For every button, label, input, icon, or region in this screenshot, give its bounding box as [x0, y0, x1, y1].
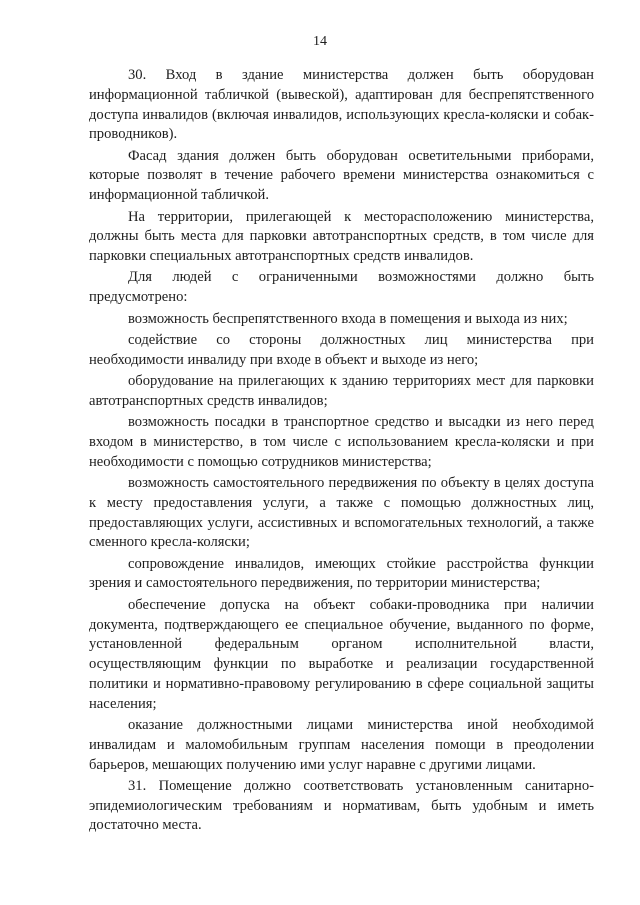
list-item-independent-movement: возможность самостоятельного передвижения по объекту в целях доступа к месту предоставления услуги, а также с помощью должностных лиц, предоставляющих услуги, ассистивных и вспомогательных технологий, а также сменного кресла-коляски;	[89, 474, 594, 551]
paragraph-facade-lighting: Фасад здания должен быть оборудован осветительными приборами, которые позволят в течение рабочего времени министерства ознакомиться с информационной табличкой.	[89, 147, 594, 204]
document-body	[89, 66, 594, 838]
page-number: 14	[313, 34, 327, 49]
list-item-escort-visually-impaired: сопровождение инвалидов, имеющих стойкие расстройства функции зрения и самостоятельного передвижения, по территории министерства;	[89, 555, 594, 592]
paragraph-31-premises: 31. Помещение должно соответствовать установленным санитарно-эпидемиологическим требованиям и нормативам, быть удобным и иметь достаточно места.	[89, 777, 594, 834]
list-item-vehicle-boarding: возможность посадки в транспортное средство и высадки из него перед входом в министерство, в том числе с использованием кресла-коляски и при необходимости с помощью сотрудников министерства;	[89, 414, 594, 470]
paragraph-30-entrance: 30. Вход в здание министерства должен быть оборудован информационной табличкой (вывеской), адаптирован для беспрепятственного доступа инвалидов (включая инвалидов, использующих кресла-коляски и собак-проводников).	[89, 67, 594, 143]
list-item-other-assistance: оказание должностными лицами министерства иной необходимой инвалидам и маломобильным группам населения помощи в преодолении барьеров, мешающих получению ими услуг наравне с другими лицами.	[89, 717, 594, 773]
paragraph-parking: На территории, прилегающей к месторасположению министерства, должны быть места для парковки автотранспортных средств, в том числе для парковки специальных автотранспортных средств инвалидов.	[89, 208, 594, 265]
paragraph-disabled-provisions-intro: Для людей с ограниченными возможностями должно быть предусмотрено:	[89, 269, 594, 306]
list-item-guide-dog-admission: обеспечение допуска на объект собаки-проводника при наличии документа, подтверждающего ее специальное обучение, выданного по форме, установленной федеральным органом исполнительной власти, осуществляющим функции по выработке и реализации государственной политики и нормативно-правовому регулированию в сфере социальной защиты населения;	[89, 596, 594, 712]
list-item-unobstructed-entry: возможность беспрепятственного входа в помещения и выхода из них;	[128, 310, 568, 327]
list-item-official-assistance: содействие со стороны должностных лиц министерства при необходимости инвалиду при входе в объект и выходе из него;	[89, 331, 594, 368]
list-item-parking-spaces: оборудование на прилегающих к зданию территориях мест для парковки автотранспортных средств инвалидов;	[89, 372, 594, 409]
